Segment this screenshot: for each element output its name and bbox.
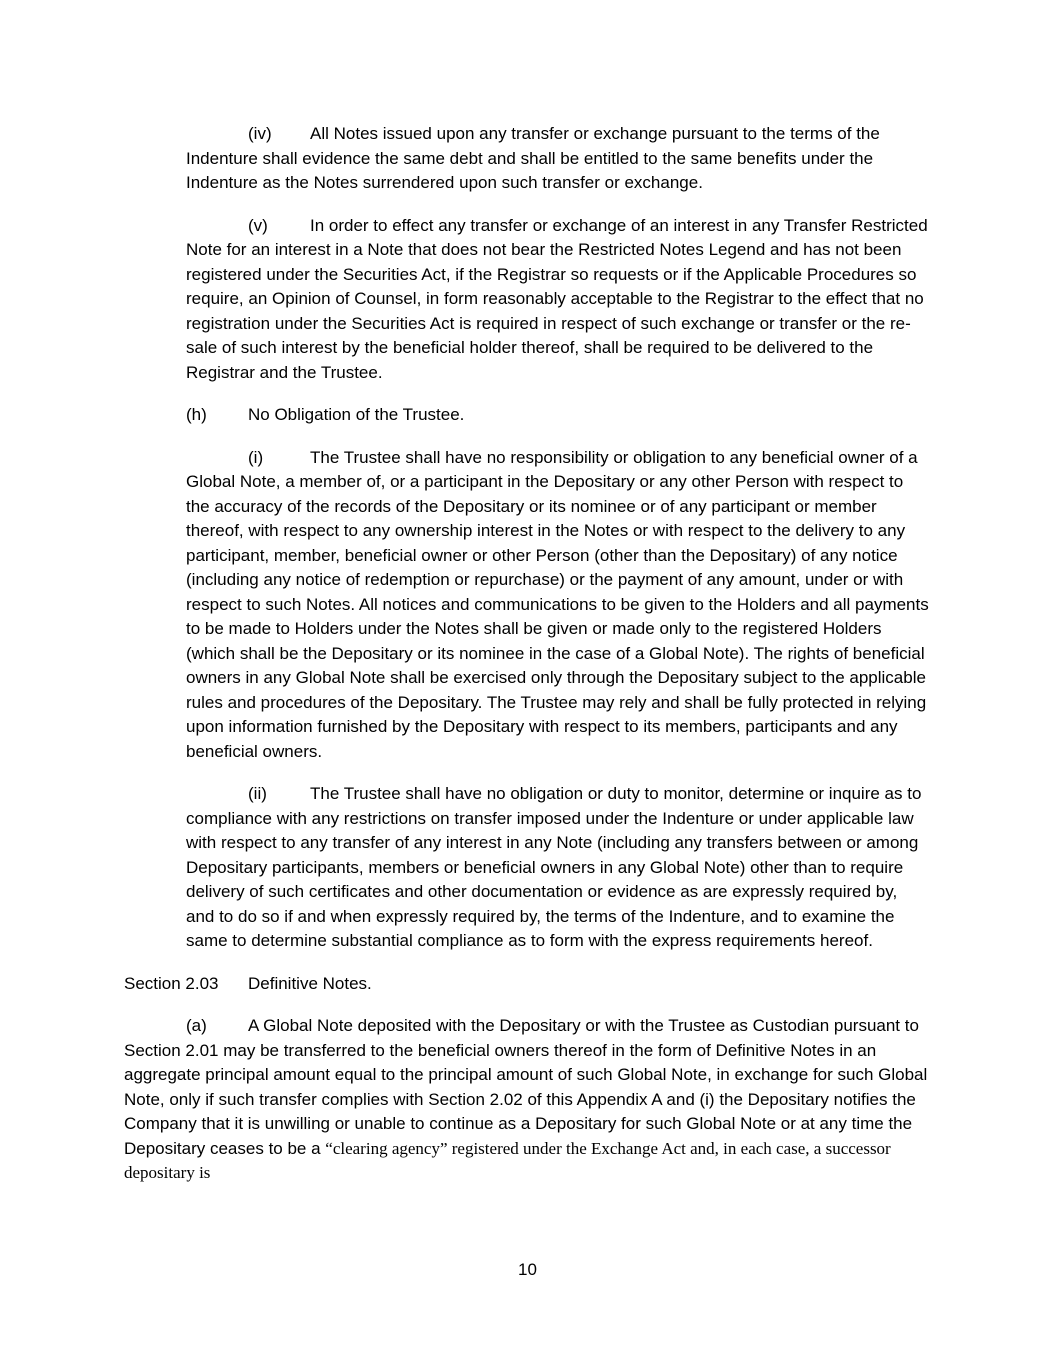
paragraph-a: [124, 1014, 930, 1186]
paragraph-ii-label: (ii): [248, 784, 267, 803]
paragraph-v-label: (v): [248, 215, 268, 235]
paragraph-ii-text: The Trustee shall have no obligation or duty to monitor, determine or inquire as to compliance with any restrictions on transfer imposed under the Indenture or under applicable law with respect to any transfer of any interest in any Note (including any transfers between or among Depositary participants, members or beneficial owners in any Global Note) other than to require delivery of such certificates and other documentation or evidence as are expressly required by, and to do so if and when expressly required by, the terms of the Indenture, and to examine the same to determine substantial compliance as to form with the express requirements hereof.: [186, 784, 922, 950]
paragraph-v: [186, 214, 930, 386]
paragraph-h-text: No Obligation of the Trustee.: [248, 405, 465, 424]
page-number: 10: [518, 1260, 537, 1279]
paragraph-a-text: A Global Note deposited with the Depositary or with the Trustee as Custodian pursuant to Section 2.01 may be transferred to the beneficial owners thereof in the form of Definitive Notes in an aggregate principal amount equal to the principal amount of such Global Note, in exchange for such Global Note, only if such transfer complies with Section 2.02 of this Appendix A and (i) the Depositary notifies the Company that it is unwilling or unable to continue as a Depositary for such Global Note or at any time the Depositary ceases to be a: [124, 1016, 928, 1158]
section-heading: [124, 972, 930, 997]
paragraph-v-text: In order to effect any transfer or exchange of an interest in any Transfer Restricted Note for an interest in a Note that does not bear the Restricted Notes Legend and has not been registered under the Securities Act, if the Registrar so requests or if the Applicable Procedures so require, an Opinion of Counsel, in form reasonably acceptable to the Registrar to the effect that no registration under the Securities Act is required in respect of such exchange or transfer or the re-sale of such interest by the beneficial holder thereof, shall be required to be delivered to the Registrar and the Trustee.: [186, 215, 928, 382]
paragraph-h: [186, 403, 930, 428]
paragraph-iv-label: (iv): [248, 124, 272, 143]
paragraph-i-text: The Trustee shall have no responsibility or obligation to any beneficial owner of a Global Note, a member of, or a participant in the Depositary or any other Person with respect to the accuracy of the records of the Depositary or its nominee or of any participant or member thereof, with respect to any ownership interest in the Notes or with respect to the delivery to any participant, member, beneficial owner or other Person (other than the Depositary) of any notice (including any notice of redemption or repurchase) or the payment of any amount, under or with respect to such Notes. All notices and communications to be given to the Holders and all payments to be made to Holders under the Notes shall be given or made only to the registered Holders (which shall be the Depositary or its nominee in the case of a Global Note). The rights of beneficial owners in any Global Note shall be exercised only through the Depositary subject to the applicable rules and procedures of the Depositary. The Trustee may rely and shall be fully protected in relying upon information furnished by the Depositary with respect to its members, participants and any beneficial owners.: [186, 447, 929, 761]
section-heading-label: Section 2.03: [124, 973, 219, 993]
paragraph-iv-text: All Notes issued upon any transfer or exchange pursuant to the terms of the Indenture shall evidence the same debt and shall be entitled to the same benefits under the Indenture as the Notes surrendered upon such transfer or exchange.: [186, 124, 880, 192]
paragraph-a-label: (a): [186, 1016, 207, 1035]
paragraph-h-label: (h): [186, 405, 207, 424]
paragraph-iv: [186, 122, 930, 196]
paragraph-ii: [186, 782, 930, 954]
paragraph-i: [186, 446, 930, 765]
paragraph-a-text-serif: “clearing agency” registered under the Exchange Act and, in each case, a successor depositary is: [124, 1138, 891, 1182]
paragraph-i-label: (i): [248, 447, 264, 467]
section-heading-text: Definitive Notes.: [248, 973, 372, 993]
